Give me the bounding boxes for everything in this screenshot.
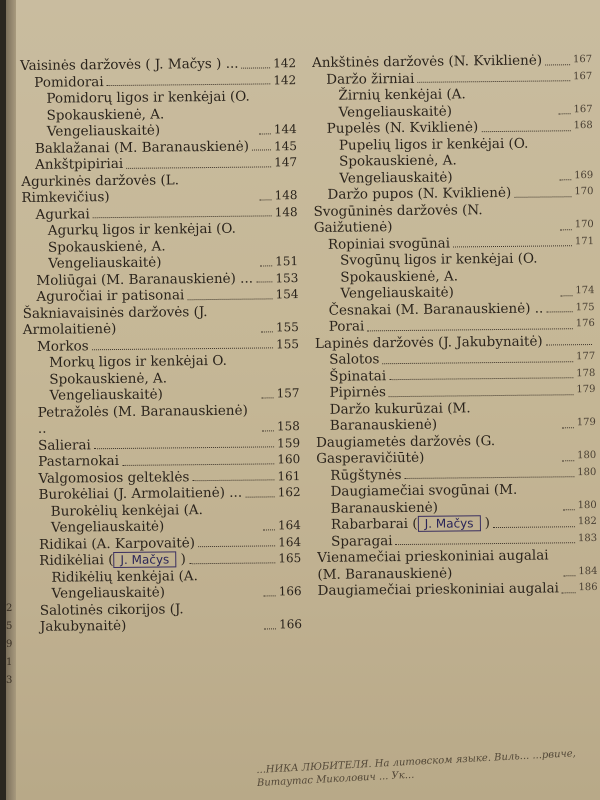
- leader-dots: [261, 331, 273, 332]
- leader-dots: [382, 361, 573, 364]
- margin-digit: 5: [6, 621, 13, 632]
- toc-entry: [312, 85, 592, 121]
- toc-entry-title: Agurkinės daržovės (L. Rimkevičius): [21, 171, 180, 206]
- toc-page-number: 166: [278, 584, 302, 599]
- toc-entry-title: Salierai: [37, 436, 91, 454]
- toc-entry-title: Valgomosios gelteklės: [38, 468, 190, 487]
- leader-dots: [389, 394, 573, 397]
- toc-entry-title: Ankštpipiriai: [35, 155, 124, 173]
- leader-dots: [493, 526, 575, 528]
- margin-digit: 3: [6, 675, 13, 686]
- toc-entry-title: Salotinės cikorijos (J. Jakubynaitė): [39, 600, 184, 635]
- toc-entry: [316, 398, 596, 434]
- leader-dots: [122, 463, 274, 466]
- leader-dots: [405, 476, 575, 479]
- toc-page-number: 179: [576, 416, 596, 429]
- toc-page-number: 167: [573, 70, 593, 82]
- toc-page-number: 180: [577, 449, 597, 462]
- toc-page-number: 169: [574, 169, 594, 181]
- author-stamp: J. Mačys: [113, 551, 176, 568]
- toc-entry-title: Daržo žirniai: [326, 70, 415, 88]
- toc-page-number: 157: [276, 386, 300, 401]
- leader-dots: [262, 397, 274, 398]
- table-of-contents: [20, 52, 598, 635]
- leader-dots: [189, 562, 276, 564]
- toc-page-number: 161: [277, 468, 301, 483]
- toc-entry-title: Česnakai (M. Baranauskienė) ..: [328, 300, 544, 319]
- toc-page-number: 167: [573, 103, 593, 115]
- toc-page-number: 155: [276, 336, 300, 351]
- toc-entry: [22, 220, 299, 272]
- leader-dots: [559, 113, 571, 114]
- toc-entry: [314, 201, 594, 237]
- toc-entry-title: Morkų ligos ir kenkėjai O. Spokauskienė, A. Vengeliauskaitė): [49, 352, 227, 404]
- leader-dots: [256, 281, 272, 282]
- toc-entry-title: Agurkai: [35, 205, 90, 223]
- leader-dots: [252, 149, 271, 150]
- toc-entry: [23, 303, 299, 339]
- leader-dots: [562, 592, 576, 593]
- toc-entry-title: Burokėlių kenkėjai (A. Vengeliauskaitė): [50, 501, 203, 536]
- leader-dots: [560, 229, 572, 230]
- toc-page-number: 155: [275, 320, 299, 335]
- leader-dots: [242, 67, 271, 68]
- toc-entry-title: Ridikėlių kenkėjai (A. Vengeliauskaitė): [51, 567, 198, 602]
- toc-entry: [316, 431, 596, 467]
- toc-page-number: 148: [274, 204, 298, 219]
- toc-entry-title: Daugiametės daržovės (G. Gasperavičiūtė): [315, 432, 496, 467]
- toc-entry: [23, 352, 300, 404]
- toc-entry-title: Pomidorai: [34, 73, 104, 91]
- toc-entry-title: Žirnių kenkėjai (A. Vengeliauskaitė): [338, 86, 466, 121]
- toc-entry: [318, 580, 598, 599]
- leader-dots: [481, 130, 570, 132]
- toc-entry-title: Pomidorų ligos ir kenkėjai (O. Spokauskienė, A. Vengeliauskaitė): [46, 88, 250, 140]
- margin-digit: 2: [6, 603, 13, 614]
- leader-dots: [92, 347, 273, 350]
- toc-entry-title: Svogūnų ligos ir kenkėjai (O. Spokauskienė, A. Vengeliauskaitė): [340, 250, 538, 302]
- leader-dots: [126, 166, 271, 169]
- toc-page-number: 162: [277, 485, 301, 500]
- toc-page-number: 145: [273, 138, 298, 153]
- toc-page-number: 154: [275, 287, 299, 302]
- toc-entry-title: Moliūgai (M. Baranauskienė) ...: [36, 270, 254, 289]
- toc-page-number: 153: [275, 270, 299, 285]
- toc-entry-title: Rabarbarai ( J. Mačys ): [330, 515, 491, 533]
- toc-entry-title: Ropiniai svogūnai: [327, 235, 451, 253]
- toc-page-number: 170: [574, 219, 594, 231]
- leader-dots: [546, 311, 572, 312]
- toc-page-number: 144: [273, 122, 297, 137]
- toc-page-number: 176: [575, 317, 595, 330]
- toc-entry-title: Aguročiai ir patisonai: [36, 287, 185, 305]
- toc-page-number: 184: [578, 565, 598, 577]
- toc-entry-title: Porai: [328, 318, 365, 335]
- leader-dots: [192, 479, 274, 481]
- toc-entry-title: Petražolės (M. Baranauskienė) ..: [37, 402, 248, 437]
- toc-page-number: 148: [274, 188, 298, 203]
- toc-entry-title: Morkos: [36, 337, 89, 355]
- toc-page-number: 182: [577, 515, 597, 528]
- toc-entry-title: Vaisinės daržovės ( J. Mačys ) ...: [20, 55, 239, 74]
- toc-entry-title: Svogūninės daržovės (N. Gaižutienė): [313, 201, 483, 236]
- leader-dots: [367, 328, 572, 331]
- leader-dots: [93, 215, 272, 218]
- leader-dots: [259, 133, 271, 134]
- leader-dots: [107, 83, 271, 86]
- leader-dots: [264, 595, 276, 596]
- leader-dots: [245, 496, 275, 497]
- toc-page-number: 142: [273, 72, 297, 87]
- toc-entry: [25, 501, 301, 537]
- leader-dots: [514, 196, 571, 198]
- toc-page-number: 166: [278, 617, 303, 632]
- leader-dots: [260, 199, 272, 200]
- toc-entry-title: Salotos: [329, 351, 380, 368]
- toc-page-number: 164: [277, 518, 301, 533]
- book-page: [6, 0, 600, 800]
- toc-entry: [26, 600, 302, 636]
- toc-entry-title: Pipirnės: [329, 384, 387, 401]
- margin-digits: [6, 600, 16, 690]
- toc-page-number: 151: [275, 254, 299, 269]
- toc-entry-title: Daržo kukurūzai (M. Baranauskienė): [329, 399, 471, 434]
- toc-entry-title: Ridikėliai ( J. Mačys ): [39, 551, 186, 569]
- toc-page-number: 171: [574, 235, 595, 247]
- toc-entry-title: Daržo pupos (N. Kviklienė): [327, 184, 512, 203]
- toc-entry: [314, 250, 595, 302]
- toc-entry: [25, 567, 301, 603]
- toc-page-number: 165: [278, 551, 302, 566]
- leader-dots: [396, 542, 575, 545]
- toc-page-number: 178: [576, 367, 596, 379]
- margin-digit: 1: [6, 657, 13, 668]
- toc-entry-title: Šakniavaisinės daržovės (J. Armolaitienė): [22, 303, 208, 338]
- toc-entry-title: Agurkų ligos ir kenkėjai (O. Spokauskienė, A. Vengeliauskaitė): [47, 220, 236, 272]
- toc-page-number: 180: [577, 466, 597, 478]
- toc-page-number: 164: [278, 534, 302, 549]
- toc-entry-title: Pastarnokai: [38, 452, 120, 470]
- toc-entry-title: Sparagai: [330, 532, 393, 550]
- toc-left-column: [20, 55, 302, 635]
- leader-dots: [263, 529, 275, 530]
- leader-dots: [562, 460, 574, 461]
- author-stamp: J. Mačys: [418, 515, 481, 532]
- leader-dots: [260, 265, 272, 266]
- leader-dots: [187, 298, 272, 300]
- toc-entry-title: Vienamečiai prieskoniniai augalai (M. Baranauskienė): [317, 547, 549, 583]
- leader-dots: [198, 545, 275, 547]
- toc-right-column: [312, 52, 598, 599]
- leader-dots: [264, 628, 276, 629]
- toc-page-number: 175: [575, 301, 595, 313]
- leader-dots: [453, 245, 572, 247]
- toc-page-number: 168: [573, 120, 593, 132]
- leader-dots: [262, 430, 274, 431]
- toc-entry: [317, 547, 597, 583]
- toc-page-number: 186: [578, 581, 598, 594]
- leader-dots: [560, 295, 572, 296]
- margin-digit: 9: [6, 639, 13, 650]
- leader-dots: [417, 80, 570, 83]
- leader-dots: [563, 509, 575, 510]
- toc-entry: [313, 135, 594, 187]
- toc-entry: [316, 481, 596, 517]
- toc-page-number: 159: [277, 435, 301, 450]
- toc-entry: [24, 402, 300, 438]
- toc-entry-title: Burokėliai (J. Armolaitienė) ...: [38, 484, 243, 503]
- toc-entry-title: Rūgštynės: [330, 466, 402, 484]
- toc-entry: [20, 88, 297, 140]
- imprint-text: ...НИКА ЛЮБИТЕЛЯ. На литовском языке. Виль... ...рвиче, Витаутас Миколович ... Ук...: [256, 748, 577, 789]
- leader-dots: [94, 446, 274, 449]
- leader-dots: [546, 344, 592, 345]
- toc-entry-title: Pupelės (N. Kviklienė): [326, 119, 479, 137]
- toc-entry-title: Špinatai: [329, 367, 387, 385]
- toc-page-number: 158: [276, 419, 300, 434]
- toc-page-number: 142: [273, 56, 297, 71]
- toc-entry-title: Daugiamečiai svogūnai (M. Baranauskienė): [330, 481, 518, 517]
- toc-page-number: 147: [274, 155, 298, 170]
- leader-dots: [559, 179, 571, 180]
- toc-page-number: 179: [576, 383, 596, 396]
- toc-entry-title: Lapinės daržovės (J. Jakubynaitė): [314, 333, 543, 352]
- toc-entry-title: Baklažanai (M. Baranauskienė): [34, 138, 250, 157]
- leader-dots: [389, 377, 573, 380]
- toc-entry-title: Ankštinės daržovės (N. Kviklienė): [311, 52, 543, 71]
- toc-entry: [21, 171, 297, 207]
- toc-page-number: 180: [577, 499, 597, 511]
- toc-page-number: 183: [577, 532, 598, 544]
- leader-dots: [545, 64, 570, 65]
- toc-page-number: 170: [574, 186, 594, 198]
- leader-dots: [562, 427, 574, 428]
- toc-page-number: 177: [576, 350, 596, 363]
- leader-dots: [563, 575, 575, 576]
- toc-page-number: 160: [277, 452, 301, 467]
- toc-entry-title: Ridikai (A. Karpovaitė): [39, 534, 196, 553]
- toc-entry-title: Pupelių ligos ir kenkėjai (O. Spokauskienė, A. Vengeliauskaitė): [338, 135, 529, 187]
- toc-entry-title: Daugiamečiai prieskoniniai augalai: [317, 580, 560, 599]
- toc-page-number: 167: [572, 54, 593, 66]
- toc-page-number: 174: [575, 284, 595, 297]
